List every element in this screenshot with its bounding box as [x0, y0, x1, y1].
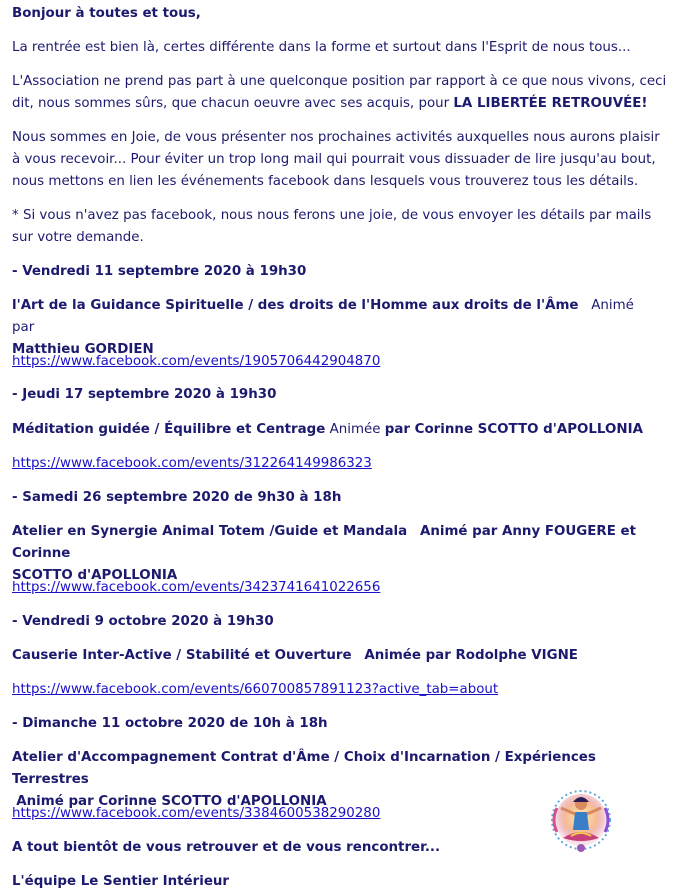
greeting: Bonjour à toutes et tous, — [12, 6, 201, 21]
event-1-title: l'Art de la Guidance Spirituelle / des droits de l'Homme aux droits de l'Âme — [12, 298, 579, 313]
event-3-host: SCOTTO d'APOLLONIA — [12, 568, 178, 583]
closing-text: A tout bientôt de vous retrouver et de vous rencontrer... — [12, 840, 441, 855]
intro-paragraph-1: La rentrée est bien là, certes différente dans la forme et surtout dans l'Esprit de nous tous... — [12, 40, 631, 55]
event-3-date: - Samedi 26 septembre 2020 de 9h30 à 18h — [12, 490, 342, 505]
event-2-date: - Jeudi 17 septembre 2020 à 19h30 — [12, 387, 277, 402]
intro-paragraph-4: * Si vous n'avez pas facebook, nous nous ferons une joie, de vous envoyer les détails par mails sur votre demande. — [12, 208, 652, 245]
event-4-anim: Animée par Rodolphe VIGNE — [364, 648, 578, 663]
event-5-title: Atelier d'Accompagnement Contrat d'Âme / Choix d'Incarnation / Expériences Terrestres — [12, 750, 596, 787]
event-2-anim-label: Animée — [329, 422, 381, 437]
event-3-anim: Animé par Anny FOUGERE et Corinne — [12, 524, 636, 561]
event-2-title: Méditation guidée / Équilibre et Centrage — [12, 422, 326, 437]
event-5-date: - Dimanche 11 octobre 2020 de 10h à 18h — [12, 716, 328, 731]
intro-paragraph-3: Nous sommes en Joie, de vous présenter nos prochaines activités auxquelles nous aurons plaisir à vous recevoir... Pour éviter un trop long mail qui pourrait vous dissuader de lire jusqu'au bout, nous mettons en lien les événements facebook dans lesquels vous trouverez tous les détails. — [12, 130, 660, 189]
event-4-date: - Vendredi 9 octobre 2020 à 19h30 — [12, 614, 274, 629]
event-5-anim: Animé par Corinne SCOTTO d'APOLLONIA — [16, 794, 327, 809]
event-1-facebook-link[interactable]: https://www.facebook.com/events/1905706442904870 — [12, 354, 381, 369]
intro-paragraph-2 — [12, 71, 672, 115]
event-4-description — [12, 645, 578, 667]
event-5-facebook-link[interactable]: https://www.facebook.com/events/3384600538290280 — [12, 806, 381, 821]
event-3-facebook-link[interactable]: https://www.facebook.com/events/3423741641022656 — [12, 580, 381, 595]
event-1-anim-label: Animé par — [12, 298, 634, 335]
event-2-description — [12, 419, 643, 441]
liberty-highlight: LA LIBERTÉE RETROUVÉE! — [453, 96, 648, 111]
event-2-facebook-link[interactable]: https://www.facebook.com/events/312264149986323 — [12, 456, 372, 471]
event-4-facebook-link[interactable]: https://www.facebook.com/events/660700857891123?active_tab=about — [12, 682, 499, 697]
signature: L'équipe Le Sentier Intérieur — [12, 874, 230, 889]
event-1-date: - Vendredi 11 septembre 2020 à 19h30 — [12, 264, 307, 279]
meditation-figure-image — [547, 786, 615, 860]
event-3-title: Atelier en Synergie Animal Totem /Guide et Mandala — [12, 524, 408, 539]
meditation-figure-icon — [547, 786, 615, 860]
event-1-host: Matthieu GORDIEN — [12, 342, 154, 357]
event-4-title: Causerie Inter-Active / Stabilité et Ouverture — [12, 648, 352, 663]
event-2-host: par Corinne SCOTTO d'APOLLONIA — [384, 422, 643, 437]
intro-paragraph-2-text: L'Association ne prend pas part à une quelconque position par rapport à ce que nous vivons, ceci dit, nous sommes sûrs, que chacun oeuvre avec ses acquis, pour — [12, 74, 667, 111]
